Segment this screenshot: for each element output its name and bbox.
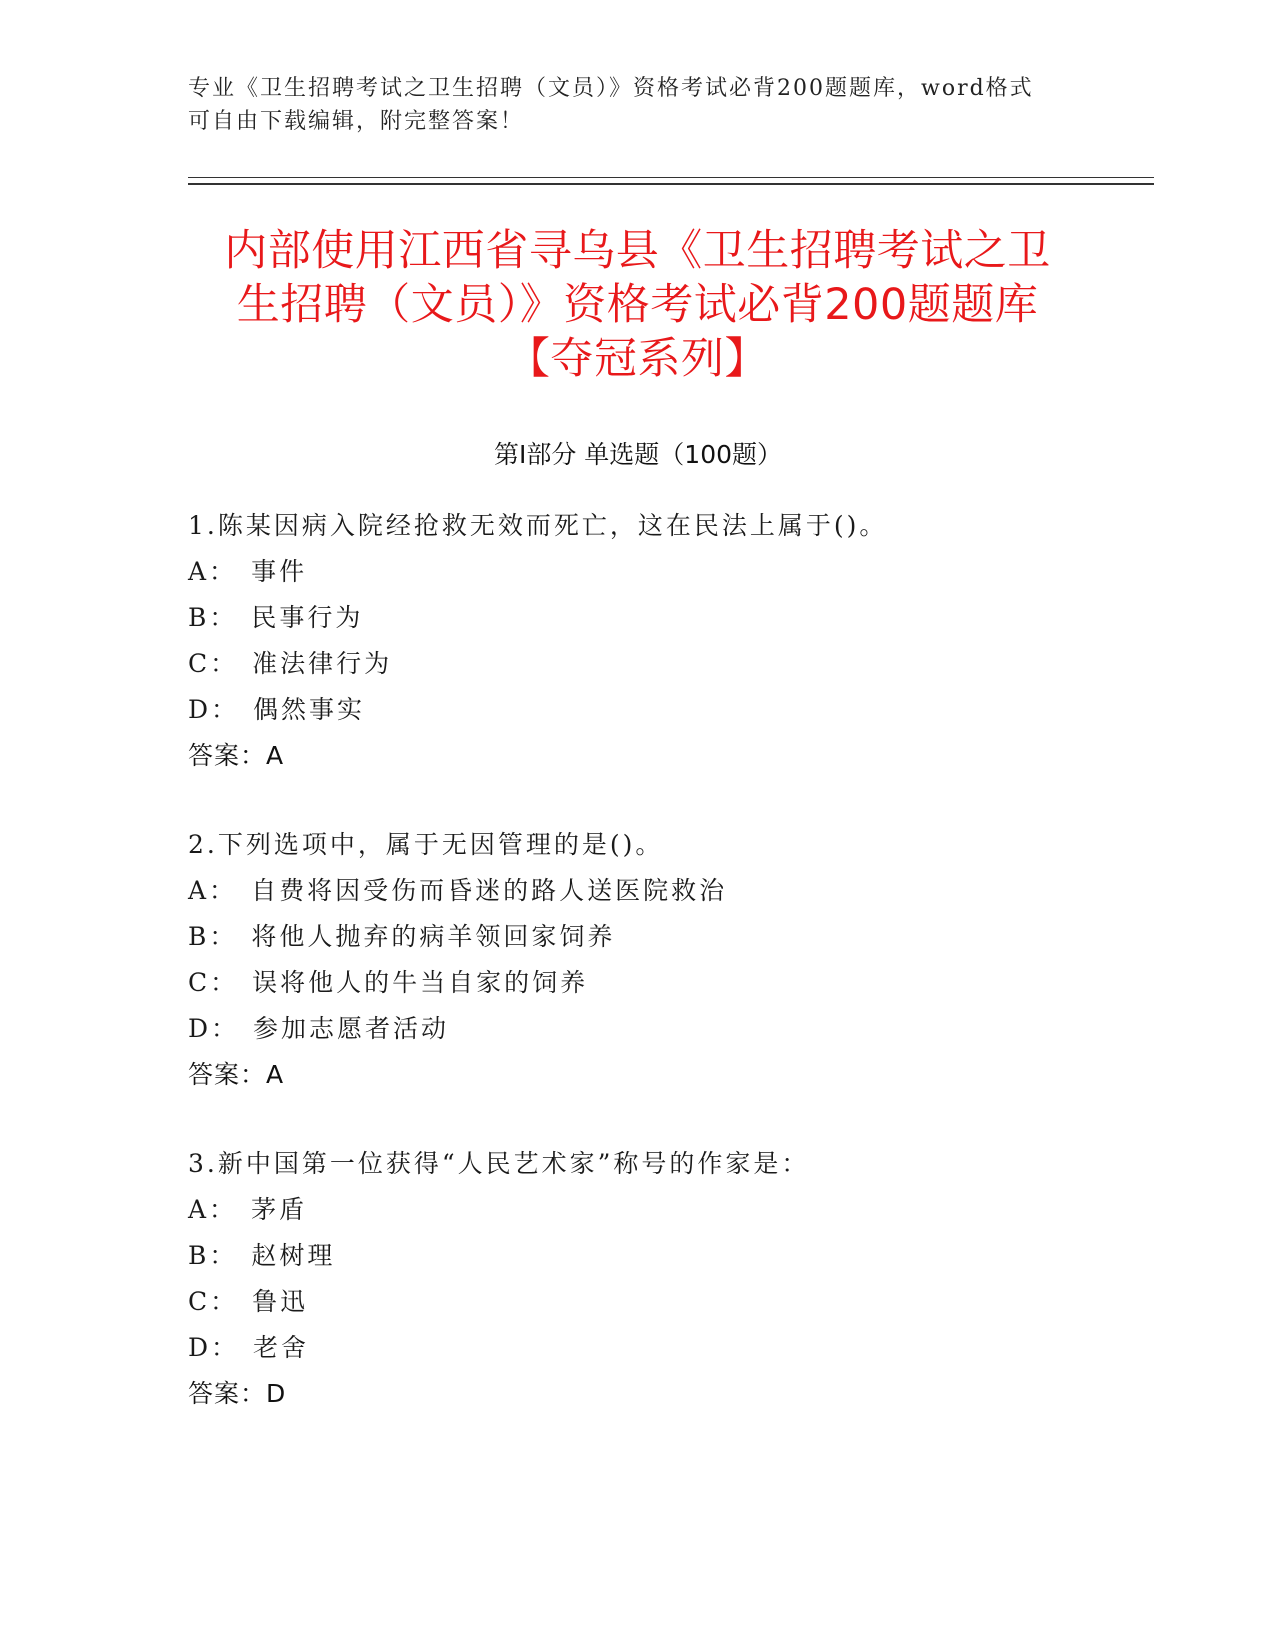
question-2 xyxy=(188,822,1138,1098)
answer-line: 答案：D xyxy=(188,1379,287,1408)
option-c xyxy=(188,960,1138,1006)
option-d xyxy=(188,687,1138,733)
option-a xyxy=(188,868,1138,914)
document-title-line-3: 【夺冠系列】 xyxy=(507,334,768,384)
header-divider-thin xyxy=(188,177,1154,178)
option-b xyxy=(188,1233,1138,1279)
option-key: B： xyxy=(188,603,238,632)
document-title-line-1: 内部使用江西省寻乌县《卫生招聘考试之卫 xyxy=(224,226,1051,276)
option-text: 参加志愿者活动 xyxy=(253,1014,450,1043)
option-c xyxy=(188,641,1138,687)
option-key: C： xyxy=(188,1287,239,1316)
option-text: 自费将因受伤而昏迷的路人送医院救治 xyxy=(251,876,728,905)
header-note-line-2: 可自由下载编辑，附完整答案！ xyxy=(188,109,525,134)
option-key: D： xyxy=(188,1014,240,1043)
document-title xyxy=(160,224,1115,386)
option-a xyxy=(188,549,1138,595)
option-text: 老舍 xyxy=(253,1333,310,1362)
question-stem: 2.下列选项中，属于无因管理的是()。 xyxy=(188,830,664,859)
option-text: 茅盾 xyxy=(251,1195,308,1224)
option-b xyxy=(188,914,1138,960)
option-key: D： xyxy=(188,695,240,724)
option-a xyxy=(188,1187,1138,1233)
option-key: A： xyxy=(188,557,238,586)
question-3 xyxy=(188,1141,1138,1417)
option-text: 事件 xyxy=(251,557,308,586)
option-text: 准法律行为 xyxy=(252,649,393,678)
question-stem: 1.陈某因病入院经抢救无效而死亡，这在民法上属于()。 xyxy=(188,511,888,540)
header-divider-thick xyxy=(188,183,1154,185)
option-b xyxy=(188,595,1138,641)
answer-line: 答案：A xyxy=(188,741,285,770)
option-key: D： xyxy=(188,1333,240,1362)
option-c xyxy=(188,1279,1138,1325)
option-text: 将他人抛弃的病羊领回家饲养 xyxy=(251,922,616,951)
answer-line: 答案：A xyxy=(188,1060,285,1089)
option-key: A： xyxy=(188,876,238,905)
option-text: 赵树理 xyxy=(251,1241,336,1270)
header-note-line-1: 专业《卫生招聘考试之卫生招聘（文员）》资格考试必背200题题库，word格式 xyxy=(188,76,1034,101)
option-d xyxy=(188,1006,1138,1052)
option-key: B： xyxy=(188,1241,238,1270)
option-key: B： xyxy=(188,922,238,951)
option-text: 民事行为 xyxy=(251,603,364,632)
header-note xyxy=(188,72,1068,138)
option-key: C： xyxy=(188,968,239,997)
question-1 xyxy=(188,503,1138,779)
option-key: A： xyxy=(188,1195,238,1224)
section-heading: 第Ⅰ部分 单选题（100题） xyxy=(493,440,783,469)
document-title-line-2: 生招聘（文员）》资格考试必背200题题库 xyxy=(236,280,1039,330)
option-text: 鲁迅 xyxy=(252,1287,309,1316)
option-text: 误将他人的牛当自家的饲养 xyxy=(252,968,589,997)
option-d xyxy=(188,1325,1138,1371)
option-text: 偶然事实 xyxy=(253,695,366,724)
option-key: C： xyxy=(188,649,239,678)
question-stem: 3.新中国第一位获得“人民艺术家”称号的作家是： xyxy=(188,1149,810,1178)
